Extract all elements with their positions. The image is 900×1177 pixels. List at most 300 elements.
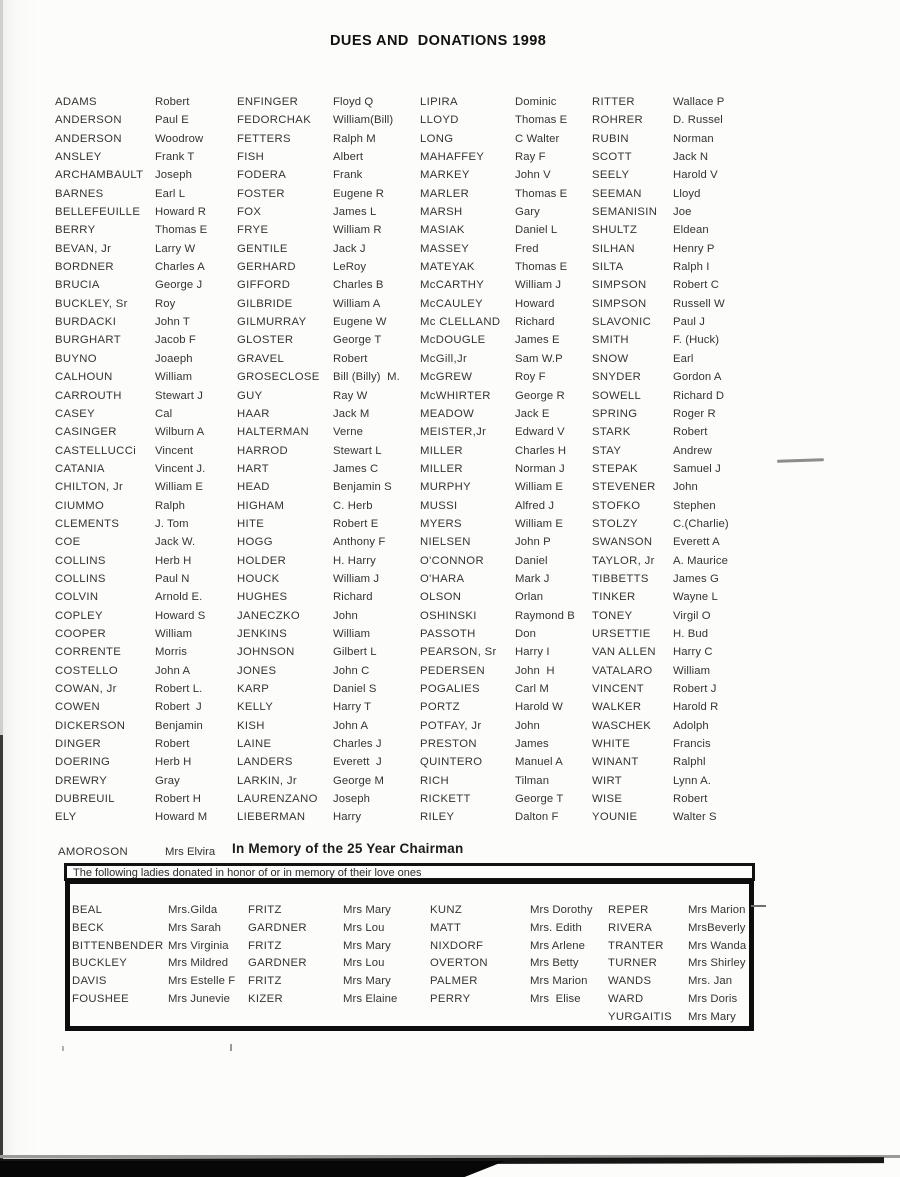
- page-title: DUES AND DONATIONS 1998: [330, 33, 547, 49]
- last-name: GARDNER: [248, 921, 307, 934]
- first-name: Mrs Dorothy: [530, 904, 593, 916]
- first-name: Adolph: [673, 719, 709, 732]
- last-name: SILTA: [592, 261, 624, 274]
- first-name: Robert E: [333, 517, 379, 530]
- last-name: LLOYD: [420, 114, 459, 127]
- last-name: COLLINS: [55, 554, 106, 567]
- last-name: GILMURRAY: [237, 316, 307, 329]
- last-name: ADAMS: [55, 96, 97, 108]
- first-name: Everett J: [333, 756, 382, 769]
- first-name: Morris: [155, 646, 187, 659]
- first-name: Virgil O: [673, 609, 711, 622]
- first-name: William: [155, 371, 193, 384]
- last-name: GLOSTER: [237, 334, 294, 347]
- last-name: SNOW: [592, 352, 629, 365]
- first-name: Robert L.: [155, 683, 203, 695]
- first-name: Robert J: [155, 701, 202, 714]
- last-name: LONG: [420, 132, 454, 145]
- first-name: Jack E: [515, 407, 550, 420]
- first-name: Eugene R: [333, 187, 385, 200]
- first-name: Carl M: [515, 683, 549, 695]
- first-name: Fred: [515, 242, 539, 255]
- last-name: DICKERSON: [55, 719, 126, 732]
- last-name: SCOTT: [592, 151, 633, 164]
- last-name: QUINTERO: [420, 756, 483, 769]
- last-name: McGREW: [420, 371, 473, 384]
- first-name: D. Russel: [673, 114, 723, 127]
- last-name: MATEYAK: [420, 261, 475, 274]
- first-name: Norman J: [515, 462, 565, 475]
- last-name: WANDS: [608, 975, 652, 988]
- last-name: CALHOUN: [55, 371, 113, 384]
- last-name: LIPIRA: [420, 96, 458, 108]
- last-name: DREWRY: [55, 774, 108, 787]
- first-name: Robert H: [155, 793, 202, 806]
- first-name: Eldean: [673, 224, 709, 237]
- first-name: George T: [333, 334, 382, 347]
- first-name: William(Bill): [333, 114, 394, 127]
- first-name: Gray: [155, 774, 180, 787]
- first-name: C Walter: [515, 132, 560, 145]
- first-name: Roger R: [673, 407, 716, 420]
- first-name: Thomas E: [515, 261, 568, 274]
- first-name: Ray F: [515, 151, 546, 164]
- first-name: Robert J: [673, 683, 717, 695]
- last-name: CARROUTH: [55, 389, 122, 402]
- first-name: Raymond B: [515, 609, 575, 622]
- first-name: Mrs. Jan: [688, 975, 733, 988]
- first-name: Jack N: [673, 151, 709, 164]
- first-name: Tilman: [515, 774, 550, 787]
- first-name: Sam W.P: [515, 352, 563, 365]
- first-name: Herb H: [155, 756, 192, 769]
- first-name: Robert: [673, 426, 708, 439]
- last-name: COLLINS: [55, 572, 106, 585]
- first-name: Frank: [333, 169, 363, 182]
- first-name: Wilburn A: [155, 426, 205, 439]
- last-name: NIXDORF: [430, 939, 484, 952]
- last-name: HOUCK: [237, 572, 280, 585]
- first-name: Robert C: [673, 279, 720, 292]
- first-name: Jack W.: [155, 536, 196, 549]
- first-name: Paul N: [155, 572, 190, 585]
- last-name: TURNER: [608, 957, 658, 970]
- first-name: Robert: [673, 793, 708, 806]
- last-name: VINCENT: [592, 683, 645, 695]
- last-name: MEISTER,Jr: [420, 426, 487, 439]
- last-name: WARD: [608, 992, 644, 1005]
- last-name: VAN ALLEN: [592, 646, 656, 659]
- last-name: OSHINSKI: [420, 609, 477, 622]
- last-name: CASINGER: [55, 426, 117, 439]
- last-name: ANSLEY: [55, 151, 102, 164]
- last-name: PALMER: [430, 975, 478, 988]
- first-name: Vincent: [155, 444, 194, 457]
- last-name: BRUCIA: [55, 279, 100, 292]
- first-name: C. Herb: [333, 499, 373, 512]
- first-name: Harry I: [515, 646, 550, 659]
- first-name: Mrs.Gilda: [168, 904, 218, 916]
- first-name: William A: [333, 297, 381, 310]
- last-name: KISH: [237, 719, 265, 732]
- last-name: YOUNIE: [592, 811, 638, 824]
- first-name: F. (Huck): [673, 334, 720, 347]
- last-name: MEADOW: [420, 407, 475, 420]
- first-name: Thomas E: [515, 114, 568, 127]
- last-name: BEAL: [72, 904, 103, 916]
- first-name: Vincent J.: [155, 462, 206, 475]
- last-name: TIBBETTS: [592, 572, 649, 585]
- first-name: Ralph I: [673, 261, 710, 274]
- first-name: James L: [333, 206, 377, 219]
- last-name: FRITZ: [248, 939, 282, 952]
- last-name: GARDNER: [248, 957, 307, 970]
- first-name: Larry W: [155, 242, 196, 255]
- first-name: Mrs Elise: [530, 992, 581, 1005]
- last-name: PEDERSEN: [420, 664, 485, 677]
- first-name: John A: [155, 664, 191, 677]
- last-name: SEEMAN: [592, 187, 642, 200]
- scan-dash-mark-artifact: [751, 905, 766, 907]
- first-name: Mrs. Edith: [530, 921, 582, 934]
- first-name: Ralph: [155, 499, 186, 512]
- last-name: TAYLOR, Jr: [592, 554, 655, 567]
- last-name: DOERING: [55, 756, 111, 769]
- first-name: Mrs Sarah: [168, 921, 222, 934]
- first-name: George R: [515, 389, 565, 402]
- first-name: Harold V: [673, 169, 718, 182]
- last-name: COWEN: [55, 701, 101, 714]
- last-name: FISH: [237, 151, 265, 164]
- first-name: Eugene W: [333, 316, 387, 329]
- last-name: RICKETT: [420, 793, 471, 806]
- first-name: Mrs Mary: [343, 904, 391, 916]
- last-name: PEARSON, Sr: [420, 646, 497, 659]
- last-name: FRYE: [237, 224, 269, 237]
- first-name: James G: [673, 572, 719, 585]
- first-name: Charles B: [333, 279, 384, 292]
- last-name: COLVIN: [55, 591, 99, 604]
- first-name: Joseph: [333, 793, 371, 806]
- first-name: Earl L: [155, 187, 186, 200]
- last-name: CASTELLUCCi: [55, 444, 137, 457]
- last-name: LIEBERMAN: [237, 811, 306, 824]
- last-name: CIUMMO: [55, 499, 105, 512]
- first-name: Samuel J: [673, 462, 721, 475]
- first-name: Stephen: [673, 499, 716, 512]
- last-name: DAVIS: [72, 975, 107, 988]
- first-name: Mrs Junevie: [168, 992, 230, 1005]
- first-name: Herb H: [155, 554, 192, 567]
- first-name: James E: [515, 334, 560, 347]
- first-name: Roy: [155, 297, 176, 310]
- first-name: Mrs Mary: [343, 975, 391, 988]
- last-name: BITTENBENDER: [72, 939, 164, 952]
- first-name: Charles H: [515, 444, 567, 457]
- last-name: ANDERSON: [55, 132, 122, 145]
- last-name: HEAD: [237, 481, 270, 494]
- first-name: Norman: [673, 132, 714, 145]
- first-name: Gordon A: [673, 371, 722, 384]
- first-name: John C: [333, 664, 370, 677]
- last-name: MUSSI: [420, 499, 458, 512]
- last-name: ARCHAMBAULT: [55, 169, 144, 182]
- last-name: OLSON: [420, 591, 462, 604]
- first-name: Benjamin S: [333, 481, 392, 494]
- last-name: McCARTHY: [420, 279, 485, 292]
- last-name: OVERTON: [430, 957, 488, 970]
- first-name: Daniel S: [333, 683, 377, 695]
- last-name: GIFFORD: [237, 279, 291, 292]
- first-name: Joe: [673, 206, 692, 219]
- first-name: Floyd Q: [333, 96, 374, 108]
- first-name: Paul J: [673, 316, 705, 329]
- first-name: Howard: [515, 297, 555, 310]
- last-name: SHULTZ: [592, 224, 638, 237]
- first-name: Charles J: [333, 738, 382, 751]
- last-name: RIVERA: [608, 921, 653, 934]
- last-name: DUBREUIL: [55, 793, 115, 806]
- memory-first-name: Mrs Elvira: [165, 846, 216, 858]
- first-name: Mrs Lou: [343, 957, 385, 970]
- first-name: Stewart L: [333, 444, 382, 457]
- first-name: LeRoy: [333, 261, 367, 274]
- last-name: BEVAN, Jr: [55, 242, 112, 255]
- last-name: SEMANISIN: [592, 206, 658, 219]
- scan-speck-artifact: [62, 1046, 64, 1051]
- last-name: MILLER: [420, 462, 463, 475]
- first-name: John P: [515, 536, 551, 549]
- last-name: RILEY: [420, 811, 455, 824]
- last-name: GUY: [237, 389, 263, 402]
- memory-last-name: AMOROSON: [58, 846, 128, 858]
- first-name: H. Bud: [673, 627, 709, 640]
- last-name: WISE: [592, 793, 623, 806]
- last-name: REPER: [608, 904, 649, 916]
- last-name: STOLZY: [592, 517, 638, 530]
- last-name: MATT: [430, 921, 462, 934]
- last-name: VATALARO: [592, 664, 653, 677]
- last-name: O'HARA: [420, 572, 465, 585]
- first-name: James: [515, 738, 549, 751]
- first-name: Joseph: [155, 169, 193, 182]
- first-name: J. Tom: [155, 517, 189, 530]
- last-name: POTFAY, Jr: [420, 719, 482, 732]
- last-name: YURGAITIS: [608, 1010, 673, 1023]
- first-name: George M: [333, 774, 385, 787]
- first-name: John A: [333, 719, 369, 732]
- last-name: CATANIA: [55, 462, 105, 475]
- first-name: George T: [515, 793, 564, 806]
- first-name: Cal: [155, 407, 173, 420]
- last-name: BUCKLEY, Sr: [55, 297, 128, 310]
- first-name: Harry T: [333, 701, 372, 714]
- first-name: Richard D: [673, 389, 725, 402]
- last-name: SLAVONIC: [592, 316, 652, 329]
- first-name: John V: [515, 169, 551, 182]
- last-name: RUBIN: [592, 132, 629, 145]
- last-name: HAAR: [237, 407, 270, 420]
- first-name: Edward V: [515, 426, 565, 439]
- first-name: Mrs Elaine: [343, 992, 398, 1005]
- last-name: LARKIN, Jr: [237, 774, 297, 787]
- last-name: POGALIES: [420, 683, 480, 695]
- last-name: COSTELLO: [55, 664, 119, 677]
- first-name: Harold W: [515, 701, 563, 714]
- last-name: SILHAN: [592, 242, 635, 255]
- last-name: McGill,Jr: [420, 352, 468, 365]
- last-name: HIGHAM: [237, 499, 285, 512]
- last-name: LAINE: [237, 738, 272, 751]
- last-name: McWHIRTER: [420, 389, 491, 402]
- last-name: PORTZ: [420, 701, 460, 714]
- first-name: Ralph M: [333, 132, 376, 145]
- first-name: Daniel L: [515, 224, 558, 237]
- last-name: TONEY: [592, 609, 633, 622]
- last-name: COWAN, Jr: [55, 683, 117, 695]
- last-name: KIZER: [248, 992, 284, 1005]
- last-name: FOUSHEE: [72, 992, 130, 1005]
- last-name: HALTERMAN: [237, 426, 309, 439]
- first-name: Orlan: [515, 591, 544, 604]
- first-name: Mrs Marion: [688, 904, 746, 916]
- first-name: Mrs Estelle F: [168, 975, 236, 988]
- first-name: Robert: [155, 738, 190, 751]
- scan-speck-artifact: [230, 1044, 232, 1051]
- first-name: Richard: [515, 316, 555, 329]
- first-name: Mrs Arlene: [530, 939, 585, 952]
- last-name: COPLEY: [55, 609, 103, 622]
- first-name: Dalton F: [515, 811, 559, 824]
- last-name: WHITE: [592, 738, 631, 751]
- first-name: Mrs Mary: [688, 1010, 736, 1023]
- first-name: Ralphl: [673, 756, 706, 769]
- scan-bottom-thick-strip-artifact: [0, 1161, 505, 1177]
- last-name: HUGHES: [237, 591, 288, 604]
- first-name: Jacob F: [155, 334, 196, 347]
- first-name: Mrs Mary: [343, 939, 391, 952]
- ladies-note-text: The following ladies donated in honor of or in memory of their love ones: [73, 867, 422, 879]
- first-name: Thomas E: [515, 187, 568, 200]
- first-name: C.(Charlie): [673, 517, 729, 530]
- last-name: LAURENZANO: [237, 793, 318, 806]
- last-name: NIELSEN: [420, 536, 471, 549]
- first-name: Mrs Lou: [343, 921, 385, 934]
- last-name: MURPHY: [420, 481, 472, 494]
- last-name: KUNZ: [430, 904, 463, 916]
- first-name: Mark J: [515, 572, 550, 585]
- first-name: Lloyd: [673, 187, 701, 200]
- last-name: SNYDER: [592, 371, 642, 384]
- first-name: Arnold E.: [155, 591, 203, 604]
- last-name: MILLER: [420, 444, 463, 457]
- first-name: Ray W: [333, 389, 368, 402]
- first-name: Charles A: [155, 261, 205, 274]
- first-name: Verne: [333, 426, 364, 439]
- first-name: Henry P: [673, 242, 715, 255]
- last-name: O'CONNOR: [420, 554, 484, 567]
- last-name: MARKEY: [420, 169, 470, 182]
- first-name: William: [333, 627, 371, 640]
- first-name: Frank T: [155, 151, 195, 164]
- first-name: Mrs Shirley: [688, 957, 746, 970]
- last-name: FRITZ: [248, 975, 282, 988]
- last-name: ENFINGER: [237, 96, 299, 108]
- last-name: STEVENER: [592, 481, 656, 494]
- last-name: JONES: [237, 664, 277, 677]
- first-name: Harry: [333, 811, 362, 824]
- scan-left-edge-dark-artifact: [0, 735, 3, 1165]
- last-name: FOSTER: [237, 187, 285, 200]
- first-name: William R: [333, 224, 382, 237]
- last-name: BELLEFEUILLE: [55, 206, 141, 219]
- last-name: SOWELL: [592, 389, 642, 402]
- last-name: JOHNSON: [237, 646, 295, 659]
- last-name: FEDORCHAK: [237, 114, 312, 127]
- last-name: MARLER: [420, 187, 470, 200]
- first-name: Gilbert L: [333, 646, 377, 659]
- last-name: GILBRIDE: [237, 297, 293, 310]
- first-name: William E: [515, 517, 563, 530]
- first-name: Thomas E: [155, 224, 208, 237]
- last-name: DINGER: [55, 738, 102, 751]
- last-name: SIMPSON: [592, 279, 647, 292]
- first-name: Robert: [333, 352, 368, 365]
- last-name: CORRENTE: [55, 646, 122, 659]
- first-name: Mrs Doris: [688, 992, 738, 1005]
- last-name: ELY: [55, 811, 77, 824]
- first-name: Joaeph: [155, 352, 193, 365]
- first-name: Howard R: [155, 206, 207, 219]
- first-name: George J: [155, 279, 203, 292]
- first-name: Manuel A: [515, 756, 563, 769]
- last-name: RICH: [420, 774, 450, 787]
- first-name: Stewart J: [155, 389, 203, 402]
- first-name: Howard S: [155, 609, 206, 622]
- first-name: John: [333, 609, 358, 622]
- last-name: BARNES: [55, 187, 104, 200]
- last-name: URSETTIE: [592, 627, 651, 640]
- last-name: JENKINS: [237, 627, 288, 640]
- last-name: MARSH: [420, 206, 463, 219]
- last-name: FETTERS: [237, 132, 291, 145]
- first-name: Alfred J: [515, 499, 555, 512]
- first-name: Benjamin: [155, 719, 203, 732]
- last-name: GROSECLOSE: [237, 371, 320, 384]
- first-name: Albert: [333, 151, 364, 164]
- first-name: William J: [515, 279, 562, 292]
- first-name: A. Maurice: [673, 554, 728, 567]
- first-name: Francis: [673, 738, 711, 751]
- last-name: PRESTON: [420, 738, 477, 751]
- last-name: MAHAFFEY: [420, 151, 485, 164]
- first-name: Dominic: [515, 96, 557, 108]
- last-name: BORDNER: [55, 261, 114, 274]
- first-name: Andrew: [673, 444, 712, 457]
- first-name: Woodrow: [155, 132, 204, 145]
- last-name: SPRING: [592, 407, 638, 420]
- last-name: HOLDER: [237, 554, 287, 567]
- first-name: Daniel: [515, 554, 548, 567]
- first-name: Anthony F: [333, 536, 386, 549]
- last-name: SWANSON: [592, 536, 653, 549]
- last-name: LANDERS: [237, 756, 293, 769]
- last-name: STAY: [592, 444, 622, 457]
- last-name: SIMPSON: [592, 297, 647, 310]
- first-name: Bill (Billy) M.: [333, 371, 400, 384]
- last-name: FOX: [237, 206, 262, 219]
- last-name: TINKER: [592, 591, 636, 604]
